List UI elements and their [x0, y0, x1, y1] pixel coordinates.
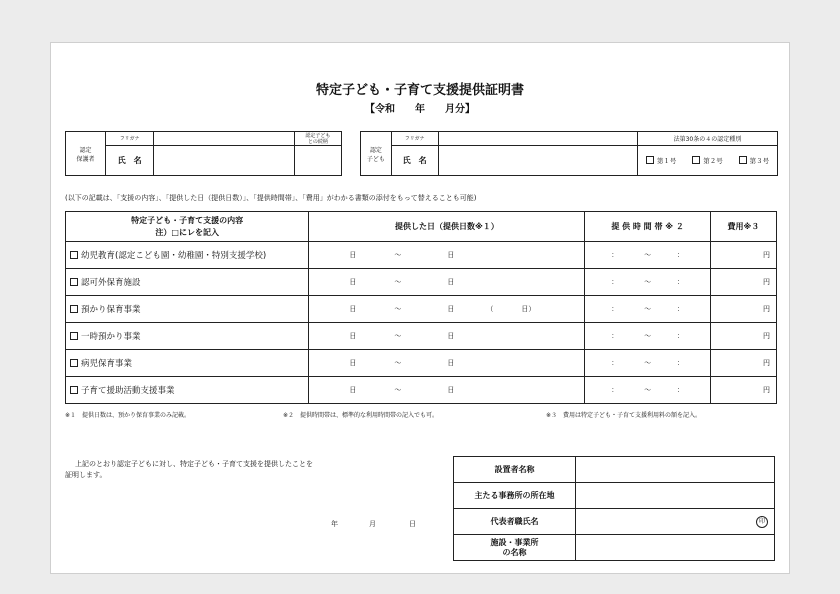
tilde: ～: [644, 278, 652, 286]
guardian-relation-label: 認定子ども との続柄: [294, 132, 341, 146]
tilde: ～: [644, 251, 652, 259]
day-end: 日: [447, 278, 455, 286]
service-row: [66, 323, 777, 350]
time-colon-end: ：: [676, 251, 684, 259]
checkbox-icon[interactable]: [70, 332, 78, 340]
guardian-table: [65, 131, 342, 176]
cost-cell[interactable]: 円: [710, 323, 776, 350]
checkbox-icon[interactable]: [70, 359, 78, 367]
checkbox-icon: [646, 156, 654, 164]
footnote-3: ※３ 費用は特定子ども・子育て支援利用料の額を記入。: [546, 412, 702, 419]
service-row: [66, 377, 777, 404]
facility-label: 施設・事業所 の名称: [454, 535, 576, 561]
checkbox-icon[interactable]: [70, 278, 78, 286]
service-row: [66, 296, 777, 323]
office-address-field[interactable]: [576, 483, 775, 509]
time-cell[interactable]: [585, 377, 710, 404]
days-cell[interactable]: [309, 242, 585, 269]
checkbox-icon[interactable]: [70, 386, 78, 394]
tilde: ～: [394, 386, 402, 394]
child-furigana-field[interactable]: [438, 132, 637, 146]
intro-note: (以下の記載は、「支援の内容」、「提供した日（提供日数）」、「提供時間帯」、「費用」がわかる書類の添付をもって替えることも可能): [65, 194, 477, 202]
tilde: ～: [644, 332, 652, 340]
service-label-cell[interactable]: [66, 269, 309, 296]
time-cell[interactable]: [585, 323, 710, 350]
service-label-cell[interactable]: [66, 296, 309, 323]
service-label: 幼児教育(認定こども園・幼稚園・特別支援学校): [81, 251, 267, 261]
time-cell[interactable]: [585, 350, 710, 377]
guardian-furigana-label: フリガナ: [106, 132, 154, 146]
guardian-name-field[interactable]: [154, 146, 295, 176]
days-cell[interactable]: [309, 296, 585, 323]
day-end: 日: [447, 305, 455, 313]
certificate-sheet: [50, 42, 790, 574]
cert-month: 月: [369, 520, 376, 528]
time-cell[interactable]: [585, 242, 710, 269]
cert-type-label: 法第30条の４の認定種別: [637, 132, 777, 146]
time-colon-end: ：: [676, 359, 684, 367]
service-label: 認可外保育施設: [81, 278, 141, 288]
day-start: 日: [349, 332, 357, 340]
day-start: 日: [349, 278, 357, 286]
service-label-cell[interactable]: [66, 350, 309, 377]
time-colon-end: ：: [676, 278, 684, 286]
day-end: 日: [447, 251, 455, 259]
day-count: （ 日）: [486, 305, 536, 313]
service-row: [66, 242, 777, 269]
day-start: 日: [349, 359, 357, 367]
cost-cell[interactable]: 円: [710, 269, 776, 296]
service-label: 子育て援助活動支援事業: [81, 386, 175, 396]
guardian-name-label: 氏 名: [106, 146, 154, 176]
tilde: ～: [394, 305, 402, 313]
time-colon-start: ：: [611, 251, 619, 259]
header-content-line2: 注）□にレを記入: [155, 227, 219, 237]
day-end: 日: [447, 386, 455, 394]
child-name-field[interactable]: [438, 146, 637, 176]
cert-type-2[interactable]: 第２号: [692, 156, 723, 165]
cost-cell[interactable]: 円: [710, 242, 776, 269]
service-label: 病児保育事業: [81, 359, 133, 369]
days-cell[interactable]: [309, 269, 585, 296]
time-colon-start: ：: [611, 359, 619, 367]
service-row: [66, 269, 777, 296]
facility-field[interactable]: [576, 535, 775, 561]
office-address-label: 主たる事務所の所在地: [454, 483, 576, 509]
provider-table: [453, 456, 775, 561]
time-colon-start: ：: [611, 332, 619, 340]
cost-cell[interactable]: 円: [710, 296, 776, 323]
tilde: ～: [394, 278, 402, 286]
service-row: [66, 350, 777, 377]
time-cell[interactable]: [585, 296, 710, 323]
day-start: 日: [349, 251, 357, 259]
service-label-cell[interactable]: [66, 377, 309, 404]
child-furigana-label: フリガナ: [391, 132, 438, 146]
cost-cell[interactable]: 円: [710, 377, 776, 404]
cert-type-options: [637, 146, 777, 176]
services-table: [65, 211, 777, 404]
cost-cell[interactable]: 円: [710, 350, 776, 377]
header-content: [66, 212, 309, 242]
tilde: ～: [394, 251, 402, 259]
cert-year: 年: [331, 520, 338, 528]
header-content-line1: 特定子ども・子育て支援の内容: [131, 215, 244, 225]
time-cell[interactable]: [585, 269, 710, 296]
day-start: 日: [349, 386, 357, 394]
checkbox-icon[interactable]: [70, 251, 78, 259]
tilde: ～: [394, 359, 402, 367]
seal-icon: 印: [756, 516, 768, 528]
services-body: [66, 242, 777, 404]
day-end: 日: [447, 332, 455, 340]
guardian-relation-field[interactable]: [294, 146, 341, 176]
time-colon-end: ：: [676, 305, 684, 313]
guardian-label: 認定 保護者: [66, 132, 106, 176]
service-label-cell[interactable]: [66, 323, 309, 350]
establisher-label: 設置者名称: [454, 457, 576, 483]
tilde: ～: [644, 305, 652, 313]
document-period: 【令和 年 月分】: [365, 104, 475, 115]
child-table: [360, 131, 778, 176]
cert-type-1[interactable]: 第１号: [646, 156, 677, 165]
child-label: 認定 子ども: [361, 132, 392, 176]
establisher-field[interactable]: [576, 457, 775, 483]
representative-field[interactable]: [576, 509, 775, 535]
service-label: 一時預かり事業: [81, 332, 141, 342]
footnote-1: ※１ 提供日数は、預かり保育事業のみ記載。: [65, 412, 191, 419]
guardian-furigana-field[interactable]: [154, 132, 295, 146]
time-colon-start: ：: [611, 386, 619, 394]
checkbox-icon: [692, 156, 700, 164]
cert-day: 日: [409, 520, 416, 528]
days-cell[interactable]: [309, 350, 585, 377]
day-start: 日: [349, 305, 357, 313]
time-colon-end: ：: [676, 332, 684, 340]
time-colon-end: ：: [676, 386, 684, 394]
certification-text: 上記のとおり認定子どもに対し、特定子ども・子育て支援を提供したことを 証明します。: [65, 460, 313, 479]
document-title: 特定子ども・子育て支援提供証明書: [315, 83, 524, 98]
day-end: 日: [447, 359, 455, 367]
service-label: 預かり保育事業: [81, 305, 141, 315]
header-time: 提 供 時 間 帯 ※ ２: [585, 212, 710, 242]
tilde: ～: [644, 386, 652, 394]
child-name-label: 氏 名: [391, 146, 438, 176]
header-cost: 費用※３: [710, 212, 776, 242]
checkbox-icon[interactable]: [70, 305, 78, 313]
tilde: ～: [644, 359, 652, 367]
tilde: ～: [394, 332, 402, 340]
representative-label: 代表者職氏名: [454, 509, 576, 535]
days-cell[interactable]: [309, 377, 585, 404]
service-label-cell[interactable]: [66, 242, 309, 269]
header-days: 提供した日（提供日数※１）: [309, 212, 585, 242]
footnote-2: ※２ 提供時間帯は、標準的な利用時間帯の記入でも可。: [283, 412, 439, 419]
checkbox-icon: [739, 156, 747, 164]
days-cell[interactable]: [309, 323, 585, 350]
cert-type-3[interactable]: 第３号: [739, 156, 770, 165]
time-colon-start: ：: [611, 305, 619, 313]
time-colon-start: ：: [611, 278, 619, 286]
